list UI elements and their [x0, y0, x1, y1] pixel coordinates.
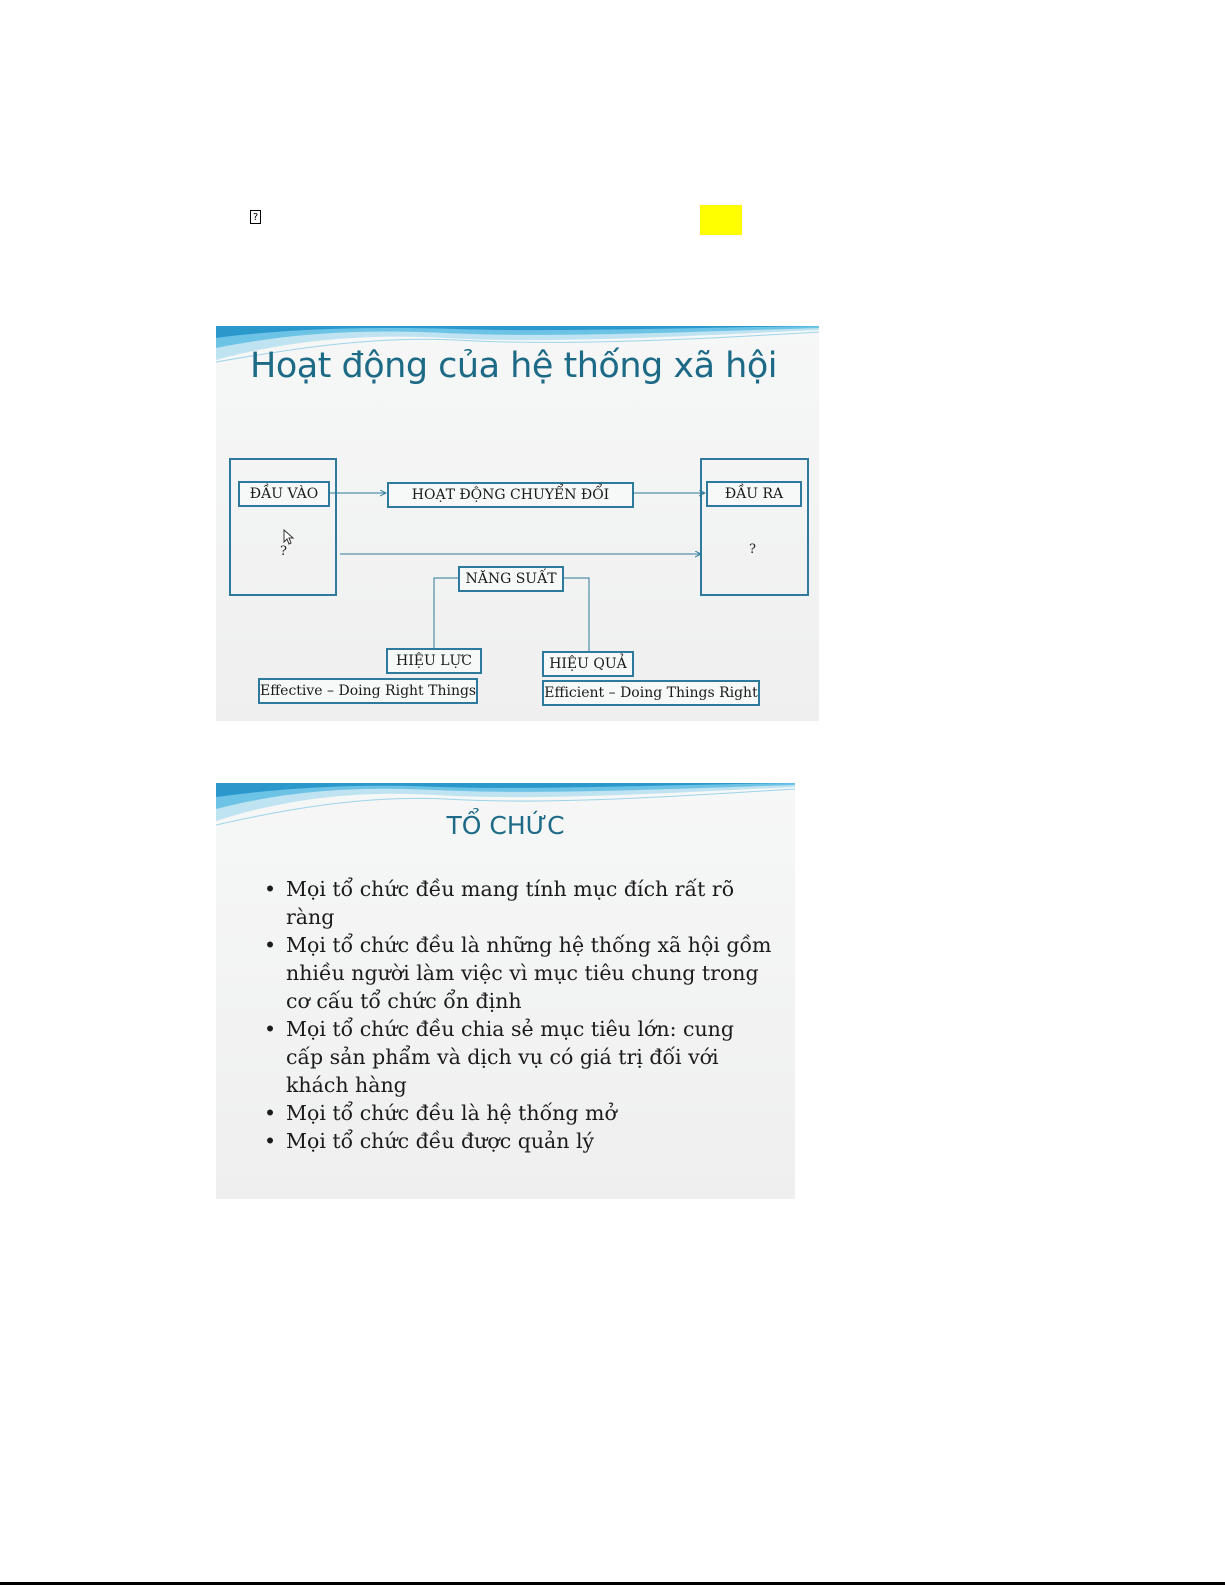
list-item: • Mọi tổ chức đều chia sẻ mục tiêu lớn: cung cấp sản phẩm và dịch vụ có giá trị đối với khách hàng — [264, 1015, 774, 1099]
slide-social-system-activity — [216, 326, 819, 721]
process-box: HOẠT ĐỘNG CHUYỂN ĐỔI — [387, 482, 634, 508]
slide-organization — [216, 783, 795, 1199]
yellow-highlight — [700, 205, 742, 235]
productivity-box: NĂNG SUẤT — [458, 566, 564, 592]
list-item: • Mọi tổ chức đều được quản lý — [264, 1127, 774, 1155]
efficiency-description-box: Efficient – Doing Things Right — [542, 680, 760, 706]
input-label-box: ĐẦU VÀO — [238, 481, 330, 507]
list-item: • Mọi tổ chức đều mang tính mục đích rất rõ ràng — [264, 875, 774, 931]
output-container-box — [700, 458, 809, 596]
list-item: • Mọi tổ chức đều là hệ thống mở — [264, 1099, 774, 1127]
mouse-cursor-icon — [283, 529, 295, 545]
slide-title: TỔ CHỨC — [446, 811, 565, 840]
bullet-list — [264, 875, 774, 1155]
output-question-mark: ? — [749, 542, 756, 557]
efficiency-box: HIỆU QUẢ — [542, 651, 634, 677]
missing-glyph-box: ? — [250, 210, 261, 224]
connector-productivity-efficiency — [564, 578, 589, 652]
effectiveness-box: HIỆU LỰC — [386, 648, 482, 674]
effectiveness-description-box: Effective – Doing Right Things — [258, 678, 478, 704]
output-label-box: ĐẦU RA — [706, 481, 802, 507]
slide-title: Hoạt động của hệ thống xã hội — [250, 346, 777, 386]
input-question-mark: ? — [280, 544, 287, 559]
list-item: • Mọi tổ chức đều là những hệ thống xã hội gồm nhiều người làm việc vì mục tiêu chung trong cơ cấu tổ chức ổn định — [264, 931, 774, 1015]
connector-productivity-effectiveness — [434, 578, 458, 650]
input-container-box — [229, 458, 337, 596]
